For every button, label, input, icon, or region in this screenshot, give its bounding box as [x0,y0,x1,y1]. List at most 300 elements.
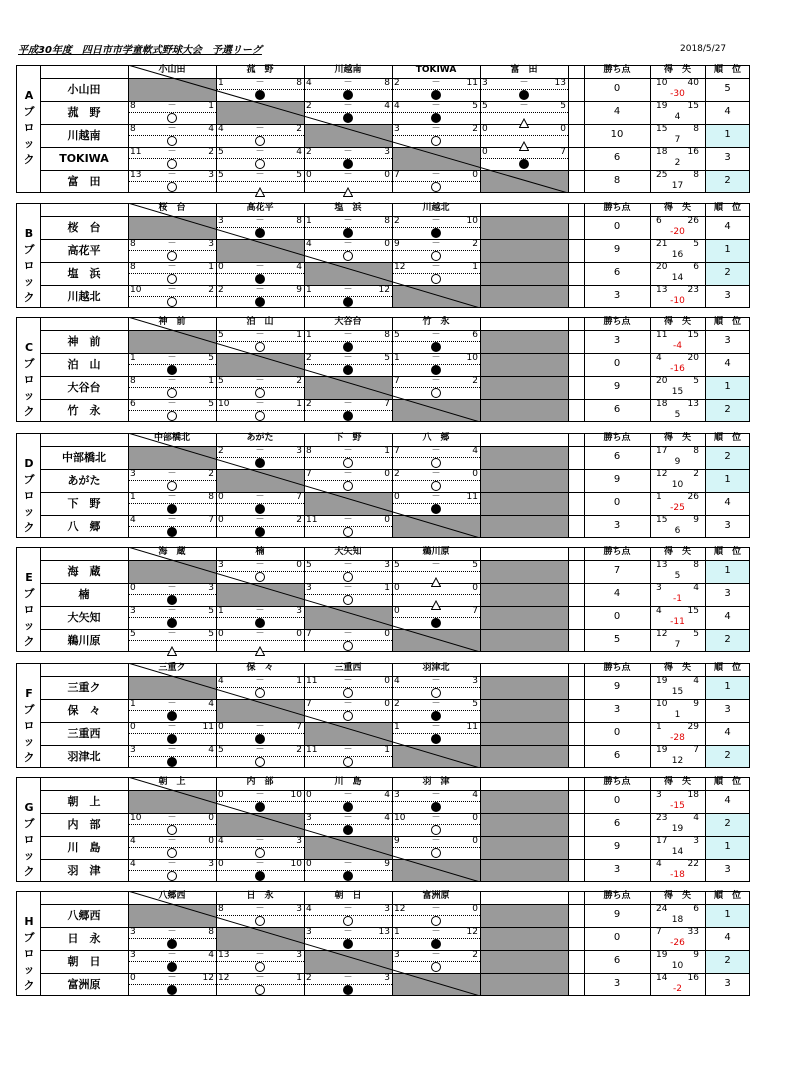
points-value: 3 [613,520,621,531]
score-dash: － [255,285,265,295]
column-header: 羽 津 [422,777,450,787]
score-dash: － [431,353,441,363]
runs-scored: 18 [656,399,668,409]
score-dash: － [431,216,441,226]
points-value: 7 [613,565,621,576]
score-for: 0 [218,629,224,639]
score-dash: － [431,836,441,846]
loss-mark [431,342,441,352]
score-against: 7 [296,722,302,732]
score-dash: － [167,515,177,525]
score-against: 8 [384,78,390,88]
score-dash: － [343,216,353,226]
loss-mark [519,159,529,169]
score-against: 0 [472,904,478,914]
score-against: 0 [472,813,478,823]
runs-scored: 20 [656,262,668,272]
loss-mark [255,618,265,628]
score-for: 9 [394,239,400,249]
team-name: 羽 津 [67,864,101,877]
team-name: 川越北 [67,290,101,303]
score-dash: － [431,904,441,914]
league-block [16,663,750,768]
league-block [16,65,750,193]
rank-value: 3 [724,290,731,301]
score-against: 4 [472,790,478,800]
points-value: 0 [613,83,621,94]
score-dash: － [167,285,177,295]
runs-allowed: 26 [687,216,699,226]
score-for: 0 [482,147,488,157]
win-mark [167,848,177,858]
score-dash: － [167,147,177,157]
team-name: 塩 浜 [67,267,101,280]
loss-mark [343,939,353,949]
score-against: 5 [208,399,214,409]
score-against: 2 [472,124,478,134]
score-for: 4 [306,78,312,88]
score-dash: － [167,722,177,732]
score-dash: － [343,973,353,983]
runs-scored: 17 [656,446,668,456]
rank-header: 順 位 [713,65,741,75]
loss-mark [255,297,265,307]
score-dash: － [167,606,177,616]
team-name: 日 永 [67,932,101,945]
score-header: 得 失 [663,663,691,673]
loss-mark [431,618,441,628]
score-for: 4 [394,101,400,111]
score-dash: － [343,813,353,823]
run-diff: 14 [671,847,684,857]
score-dash: － [519,124,529,134]
score-dash: － [255,676,265,686]
score-dash: － [167,124,177,134]
loss-mark [431,113,441,123]
run-diff: 16 [671,250,684,260]
team-name: 鵜川原 [67,634,101,647]
rank-value: 1 [724,381,731,392]
score-for: 4 [130,836,136,846]
score-against: 1 [296,330,302,340]
team-name: 海 蔵 [67,565,101,578]
runs-scored: 13 [656,560,668,570]
runs-allowed: 9 [693,950,699,960]
rank-value: 3 [724,152,731,163]
runs-scored: 11 [656,330,668,340]
points-value: 3 [613,290,621,301]
score-for: 2 [394,699,400,709]
team-name: 富洲原 [67,978,101,991]
score-against: 12 [466,927,478,937]
runs-scored: 4 [656,353,662,363]
score-against: 10 [466,353,478,363]
points-header: 勝ち点 [603,433,631,443]
points-value: 6 [613,404,621,415]
score-dash: － [431,722,441,732]
score-dash: － [519,147,529,157]
score-against: 0 [472,583,478,593]
runs-scored: 14 [656,973,668,983]
win-mark [431,274,441,284]
column-header: 八 郷 [422,433,450,443]
block-label: Eブロック [23,571,35,648]
win-mark [167,411,177,421]
score-for: 4 [394,676,400,686]
runs-allowed: 4 [693,583,699,593]
column-header: 川 島 [334,777,362,787]
runs-scored: 21 [656,239,668,249]
score-dash: － [431,676,441,686]
runs-scored: 15 [656,515,668,525]
runs-allowed: 8 [693,124,699,134]
score-against: 3 [296,950,302,960]
score-for: 3 [130,606,136,616]
loss-mark [343,113,353,123]
score-for: 1 [306,330,312,340]
score-for: 4 [306,904,312,914]
points-value: 6 [613,955,621,966]
loss-mark [431,90,441,100]
score-dash: － [431,560,441,570]
score-for: 2 [394,78,400,88]
score-against: 8 [384,330,390,340]
rank-value: 4 [724,106,731,117]
points-value: 6 [613,750,621,761]
team-name: 竹 永 [67,404,101,417]
rank-value: 4 [724,221,731,232]
score-against: 3 [384,147,390,157]
column-header: 富 田 [510,65,538,75]
points-value: 10 [610,129,624,140]
win-mark [431,688,441,698]
win-mark [255,688,265,698]
run-diff: -1 [673,594,682,604]
score-dash: － [343,859,353,869]
score-dash: － [167,583,177,593]
score-dash: － [343,745,353,755]
loss-mark [167,504,177,514]
rank-value: 2 [724,267,731,278]
runs-scored: 12 [656,629,668,639]
runs-allowed: 5 [693,629,699,639]
score-header: 得 失 [663,65,691,75]
win-mark [431,848,441,858]
win-mark [255,985,265,995]
win-mark [431,182,441,192]
runs-allowed: 5 [693,376,699,386]
score-against: 5 [472,560,478,570]
rank-value: 4 [724,727,731,738]
score-against: 11 [202,722,214,732]
runs-scored: 15 [656,124,668,134]
points-value: 0 [613,727,621,738]
runs-scored: 23 [656,813,668,823]
score-dash: － [343,78,353,88]
runs-allowed: 5 [693,239,699,249]
score-dash: － [343,170,353,180]
score-against: 4 [296,147,302,157]
score-for: 0 [130,583,136,593]
score-dash: － [255,515,265,525]
rank-header: 順 位 [713,203,741,213]
score-for: 0 [130,722,136,732]
runs-allowed: 6 [693,904,699,914]
score-against: 3 [296,904,302,914]
score-for: 0 [394,606,400,616]
points-value: 0 [613,221,621,232]
rank-header: 順 位 [713,777,741,787]
score-against: 12 [378,285,390,295]
score-dash: － [343,330,353,340]
score-against: 5 [384,353,390,363]
score-dash: － [343,353,353,363]
score-for: 1 [306,216,312,226]
score-dash: － [255,376,265,386]
score-dash: － [343,699,353,709]
score-dash: － [167,927,177,937]
runs-scored: 4 [656,606,662,616]
league-block [16,777,750,882]
score-header: 得 失 [663,433,691,443]
score-against: 13 [378,927,390,937]
score-dash: － [167,469,177,479]
rank-value: 2 [724,404,731,415]
score-for: 6 [130,399,136,409]
score-for: 2 [306,147,312,157]
score-against: 0 [384,629,390,639]
run-diff: -10 [670,296,685,306]
score-against: 0 [208,836,214,846]
rank-value: 1 [724,909,731,920]
score-dash: － [431,446,441,456]
score-dash: － [255,216,265,226]
score-for: 13 [218,950,230,960]
runs-allowed: 4 [693,676,699,686]
score-dash: － [167,492,177,502]
win-mark [343,251,353,261]
score-against: 5 [472,101,478,111]
score-for: 1 [130,353,136,363]
score-against: 10 [466,216,478,226]
runs-scored: 19 [656,101,668,111]
score-for: 13 [130,170,142,180]
score-dash: － [255,492,265,502]
loss-mark [167,618,177,628]
score-for: 3 [306,927,312,937]
score-dash: － [255,606,265,616]
run-diff: 6 [674,526,681,536]
win-mark [255,388,265,398]
points-header: 勝ち点 [603,203,631,213]
loss-mark [255,802,265,812]
loss-mark [343,871,353,881]
runs-allowed: 20 [687,353,699,363]
score-for: 8 [306,446,312,456]
score-dash: － [431,699,441,709]
column-header: 八郷西 [158,891,186,901]
score-for: 8 [130,101,136,111]
score-for: 0 [394,583,400,593]
score-against: 4 [384,790,390,800]
score-against: 3 [296,836,302,846]
score-against: 3 [208,170,214,180]
loss-mark [167,711,177,721]
score-dash: － [167,629,177,639]
loss-mark [343,365,353,375]
score-dash: － [167,170,177,180]
score-against: 3 [384,904,390,914]
score-for: 4 [130,515,136,525]
score-dash: － [167,950,177,960]
runs-scored: 7 [656,927,662,937]
score-dash: － [255,629,265,639]
runs-allowed: 6 [693,262,699,272]
score-dash: － [255,262,265,272]
points-header: 勝ち点 [603,547,631,557]
win-mark [255,572,265,582]
score-for: 5 [218,170,224,180]
column-header: 朝 日 [334,891,362,901]
score-dash: － [255,836,265,846]
score-dash: － [167,353,177,363]
loss-mark [167,757,177,767]
score-for: 3 [394,950,400,960]
run-diff: 17 [671,181,684,191]
score-header: 得 失 [663,203,691,213]
score-for: 8 [130,376,136,386]
win-mark [167,113,177,123]
page-title: 平成30年度 四日市市学童軟式野球大会 予選リーグ [18,45,262,56]
rank-value: 3 [724,335,731,346]
runs-allowed: 3 [693,836,699,846]
win-mark [167,274,177,284]
score-dash: － [343,239,353,249]
score-against: 8 [384,216,390,226]
score-dash: － [431,330,441,340]
runs-allowed: 16 [687,147,699,157]
score-dash: － [255,722,265,732]
column-header: 三重西 [334,663,362,673]
rank-value: 4 [724,497,731,508]
rank-header: 順 位 [713,663,741,673]
score-for: 0 [306,859,312,869]
rank-value: 1 [724,244,731,255]
runs-scored: 17 [656,836,668,846]
score-against: 1 [208,262,214,272]
score-against: 3 [384,560,390,570]
column-header: 小山田 [158,65,186,75]
score-dash: － [167,836,177,846]
score-for: 2 [306,353,312,363]
win-mark [167,136,177,146]
score-for: 7 [394,376,400,386]
score-against: 0 [296,560,302,570]
column-header: 塩 浜 [334,203,362,213]
team-name: 下 野 [67,497,101,510]
score-for: 5 [218,147,224,157]
block-label: Bブロック [23,227,35,304]
column-header: 川越北 [422,203,450,213]
score-for: 3 [306,583,312,593]
score-for: 2 [306,101,312,111]
score-for: 11 [306,676,318,686]
runs-allowed: 16 [687,973,699,983]
team-name: 朝 上 [67,795,101,808]
loss-mark [343,825,353,835]
score-dash: － [167,745,177,755]
score-against: 3 [296,446,302,456]
runs-scored: 1 [656,492,662,502]
loss-mark [167,985,177,995]
win-mark [431,916,441,926]
win-mark [255,411,265,421]
score-dash: － [431,927,441,937]
score-header: 得 失 [663,777,691,787]
score-against: 12 [202,973,214,983]
runs-allowed: 23 [687,285,699,295]
score-for: 0 [218,790,224,800]
score-dash: － [431,376,441,386]
win-mark [255,962,265,972]
run-diff: 10 [671,961,684,971]
points-value: 6 [613,267,621,278]
score-dash: － [255,399,265,409]
loss-mark [255,228,265,238]
win-mark [255,848,265,858]
score-for: 3 [394,124,400,134]
league-block [16,433,750,538]
score-against: 7 [472,606,478,616]
column-header: 大矢知 [334,547,362,557]
score-for: 5 [218,376,224,386]
score-for: 1 [306,285,312,295]
runs-scored: 18 [656,147,668,157]
score-against: 4 [208,745,214,755]
rank-value: 2 [724,818,731,829]
score-against: 4 [384,101,390,111]
runs-scored: 10 [656,78,668,88]
score-against: 4 [208,124,214,134]
score-dash: － [167,699,177,709]
score-dash: － [343,446,353,456]
score-against: 3 [208,239,214,249]
score-dash: － [431,239,441,249]
win-mark [431,481,441,491]
loss-mark [431,802,441,812]
column-header: 川越南 [334,65,362,75]
runs-scored: 1 [656,722,662,732]
column-header: 菰 野 [246,65,274,75]
runs-allowed: 15 [687,101,699,111]
score-dash: － [343,285,353,295]
team-name: 朝 日 [67,955,101,968]
win-mark [343,527,353,537]
league-block [16,317,750,422]
loss-mark [343,228,353,238]
score-for: 9 [394,836,400,846]
rank-value: 1 [724,129,731,140]
score-against: 1 [296,676,302,686]
rank-value: 4 [724,932,731,943]
win-mark [167,388,177,398]
loss-mark [255,458,265,468]
score-dash: － [167,239,177,249]
loss-mark [343,297,353,307]
score-dash: － [255,973,265,983]
score-against: 5 [296,170,302,180]
rank-value: 2 [724,175,731,186]
